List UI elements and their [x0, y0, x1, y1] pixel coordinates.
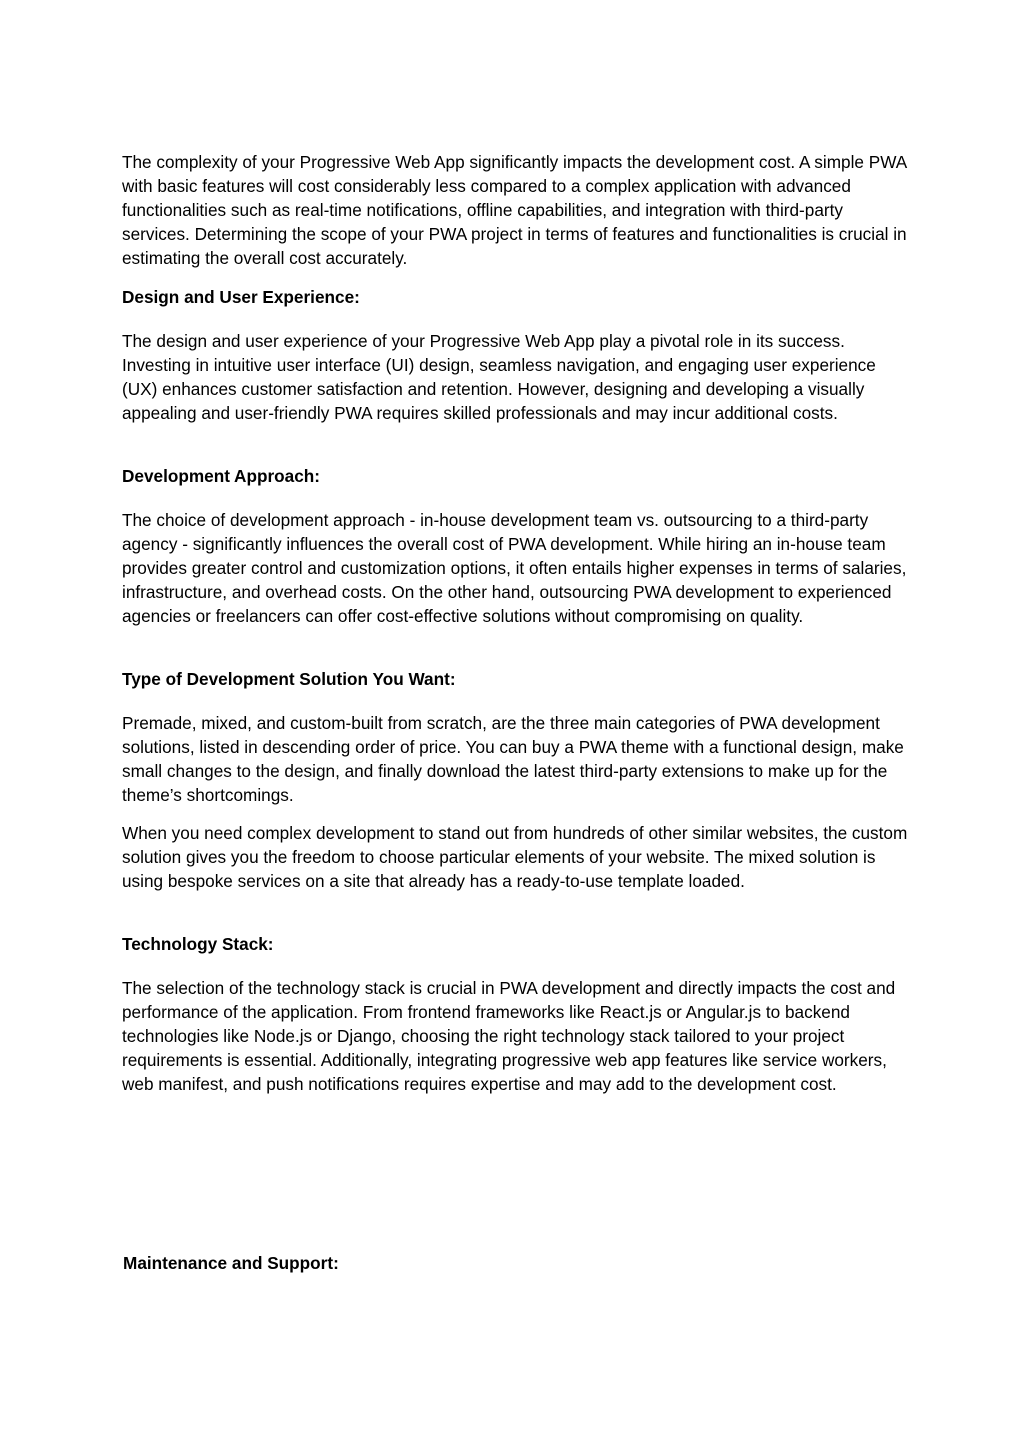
section-paragraph-technology-stack: The selection of the technology stack is crucial in PWA development and directly impacts the cost and performance of the application. From frontend frameworks like React.js or Angular.js to backend technologies like Node.js or Django, choosing the right technology stack tailored to your project requirements is essential. Additionally, integrating progressive web app features like service workers, web manifest, and push notifications requires expertise and may add to the development cost.	[122, 978, 896, 1095]
section-paragraph-solution-type-1: Premade, mixed, and custom-built from scratch, are the three main categories of PWA development solutions, listed in descending order of price. You can buy a PWA theme with a functional design, make small changes to the design, and finally download the latest third-party extensions to make up for the theme’s shortcomings.	[122, 713, 904, 806]
section-heading-technology-stack: Technology Stack:	[122, 934, 274, 954]
section-heading-design-ux: Design and User Experience:	[122, 287, 360, 307]
section-heading-solution-type: Type of Development Solution You Want:	[122, 669, 456, 689]
section-heading-maintenance-support: Maintenance and Support:	[123, 1253, 339, 1273]
section-heading-development-approach: Development Approach:	[122, 466, 320, 486]
section-paragraph-design-ux: The design and user experience of your Progressive Web App play a pivotal role in its success. Investing in intuitive user interface (UI) design, seamless navigation, and engaging user experience (UX) enhances customer satisfaction and retention. However, designing and developing a visually appealing and user-friendly PWA requires skilled professionals and may incur additional costs.	[122, 331, 876, 424]
intro-paragraph: The complexity of your Progressive Web App significantly impacts the development cost. A simple PWA with basic features will cost considerably less compared to a complex application with advanced functionalities such as real-time notifications, offline capabilities, and integration with third-party services. Determining the scope of your PWA project in terms of features and functionalities is crucial in estimating the overall cost accurately.	[122, 152, 907, 269]
section-paragraph-solution-type-2: When you need complex development to stand out from hundreds of other similar websites, the custom solution gives you the freedom to choose particular elements of your website. The mixed solution is using bespoke services on a site that already has a ready-to-use template loaded.	[122, 823, 908, 892]
section-paragraph-development-approach: The choice of development approach - in-house development team vs. outsourcing to a third-party agency - significantly influences the overall cost of PWA development. While hiring an in-house team provides greater control and customization options, it often entails higher expenses in terms of salaries, infrastructure, and overhead costs. On the other hand, outsourcing PWA development to experienced agencies or freelancers can offer cost-effective solutions without compromising on quality.	[122, 510, 907, 627]
